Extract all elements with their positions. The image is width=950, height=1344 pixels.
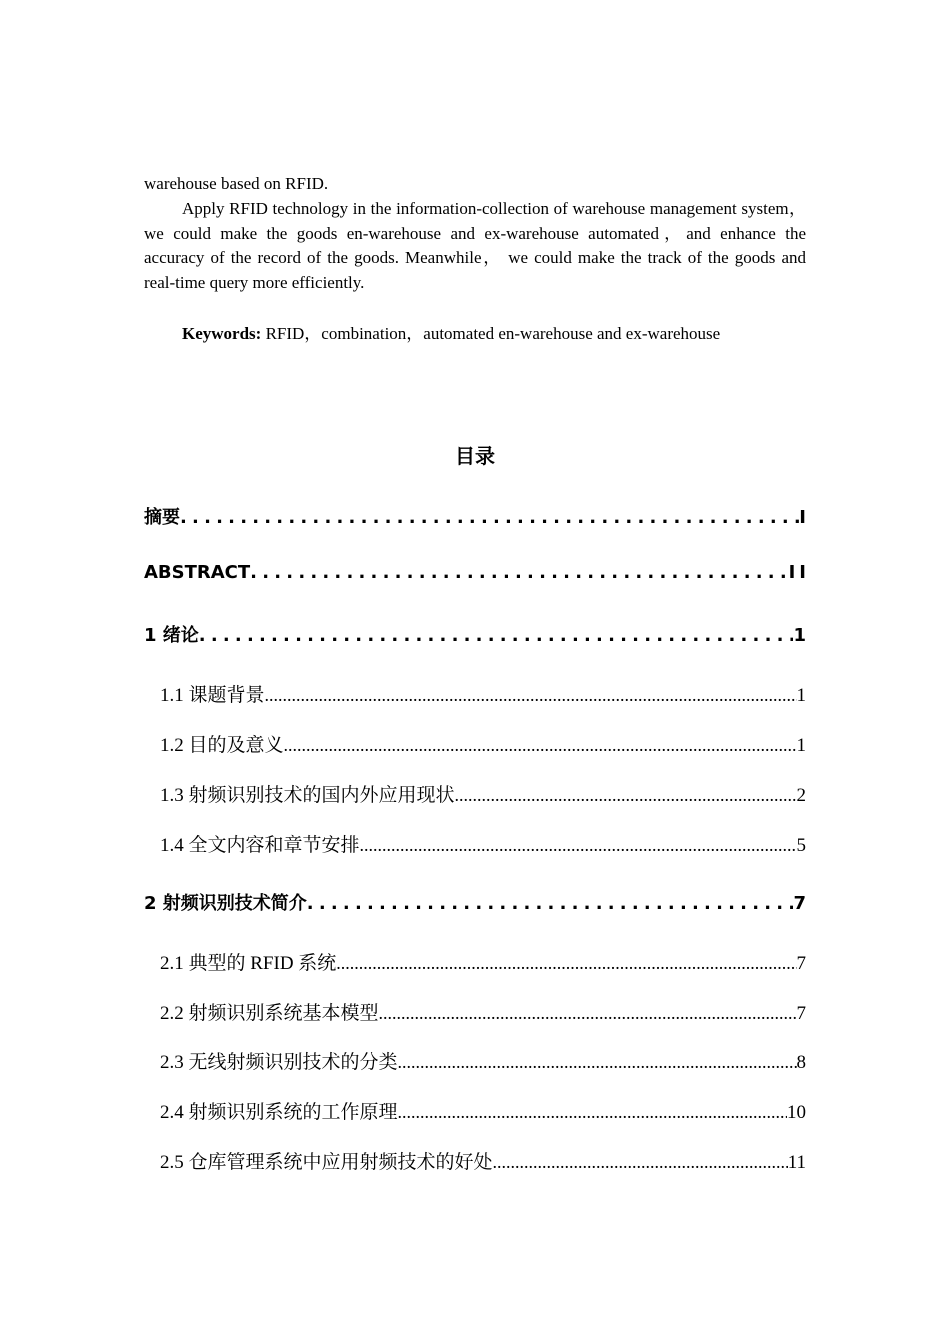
toc-entry-label: 2.2 射频识别系统基本模型 [160,1003,379,1024]
toc-title: 目录 [455,444,495,468]
toc-entry-page: 1 [793,625,810,646]
toc-entry-2-2[interactable] [160,998,806,1025]
toc-entry-abstract-cn[interactable] [144,503,810,529]
toc-entry-page: 1 [796,685,806,706]
toc-entry-label: 2.5 仓库管理系统中应用射频技术的好处 [160,1152,493,1173]
toc-leader-dots [398,1052,797,1073]
toc-entry-1-1[interactable] [160,680,806,707]
toc-entry-label: 1.3 射频识别技术的国内外应用现状 [160,785,455,806]
toc-entry-page: 7 [796,953,806,974]
toc-leader-dots [284,735,797,756]
toc-leader-dots [265,685,797,706]
toc-entry-label: 摘要 [144,507,180,528]
abstract-continuation-line: warehouse based on RFID. [144,174,329,193]
document-page [144,0,810,1344]
toc-leader-dots [180,507,799,528]
toc-leader-dots [360,835,797,856]
toc-entry-label: 2.3 无线射频识别技术的分类 [160,1052,398,1073]
toc-leader-dots [307,893,794,914]
keywords-text: RFID，combination，automated en-warehouse and ex-warehouse [261,324,721,343]
toc-entry-2-1[interactable] [160,948,806,975]
toc-entry-label: 2 射频识别技术简介 [144,893,307,914]
toc-entry-label: 2.4 射频识别系统的工作原理 [160,1102,398,1123]
toc-entry-label: 1.1 课题背景 [160,685,265,706]
toc-entry-chapter-1[interactable] [144,621,810,647]
toc-entry-2-3[interactable] [160,1047,806,1074]
toc-entry-page: 10 [787,1102,806,1123]
toc-entry-page: 5 [796,835,806,856]
abstract-paragraph: Apply RFID technology in the information-collection of warehouse management system，we could make the goods en-warehouse and ex-warehouse automated，and enhance the accuracy of the record of the goods. Meanwhile， we could make the track of the goods and real-time query more efficiently. [144,199,806,292]
toc-entry-label: 2.1 典型的 RFID 系统 [160,953,337,974]
toc-entry-label: 1.2 目的及意义 [160,735,284,756]
toc-entry-1-3[interactable] [160,780,806,807]
toc-entry-page: I [799,507,810,528]
toc-leader-dots [455,785,797,806]
toc-entry-label: 1 绪论 [144,625,199,646]
toc-entry-2-5[interactable] [160,1147,806,1174]
toc-entry-page: 1 [796,735,806,756]
toc-leader-dots [379,1003,797,1024]
toc-entry-page: 11 [787,1152,806,1173]
toc-entry-1-2[interactable] [160,730,806,757]
toc-entry-page: 7 [793,893,810,914]
toc-entry-page: 2 [796,785,806,806]
toc-entry-label: 1.4 全文内容和章节安排 [160,835,360,856]
toc-entry-page: II [788,562,810,583]
toc-entry-page: 7 [796,1003,806,1024]
toc-leader-dots [250,562,788,583]
keywords-line [182,322,720,346]
toc-leader-dots [493,1152,788,1173]
toc-entry-2-4[interactable] [160,1097,806,1124]
toc-entry-chapter-2[interactable] [144,889,810,915]
toc-entry-label: ABSTRACT [144,562,251,583]
toc-leader-dots [398,1102,787,1123]
keywords-label: Keywords: [182,324,262,343]
toc-leader-dots [336,953,796,974]
toc-entry-1-4[interactable] [160,830,806,857]
toc-entry-page: 8 [796,1052,806,1073]
toc-leader-dots [199,625,794,646]
toc-entry-abstract-en[interactable] [144,562,810,583]
